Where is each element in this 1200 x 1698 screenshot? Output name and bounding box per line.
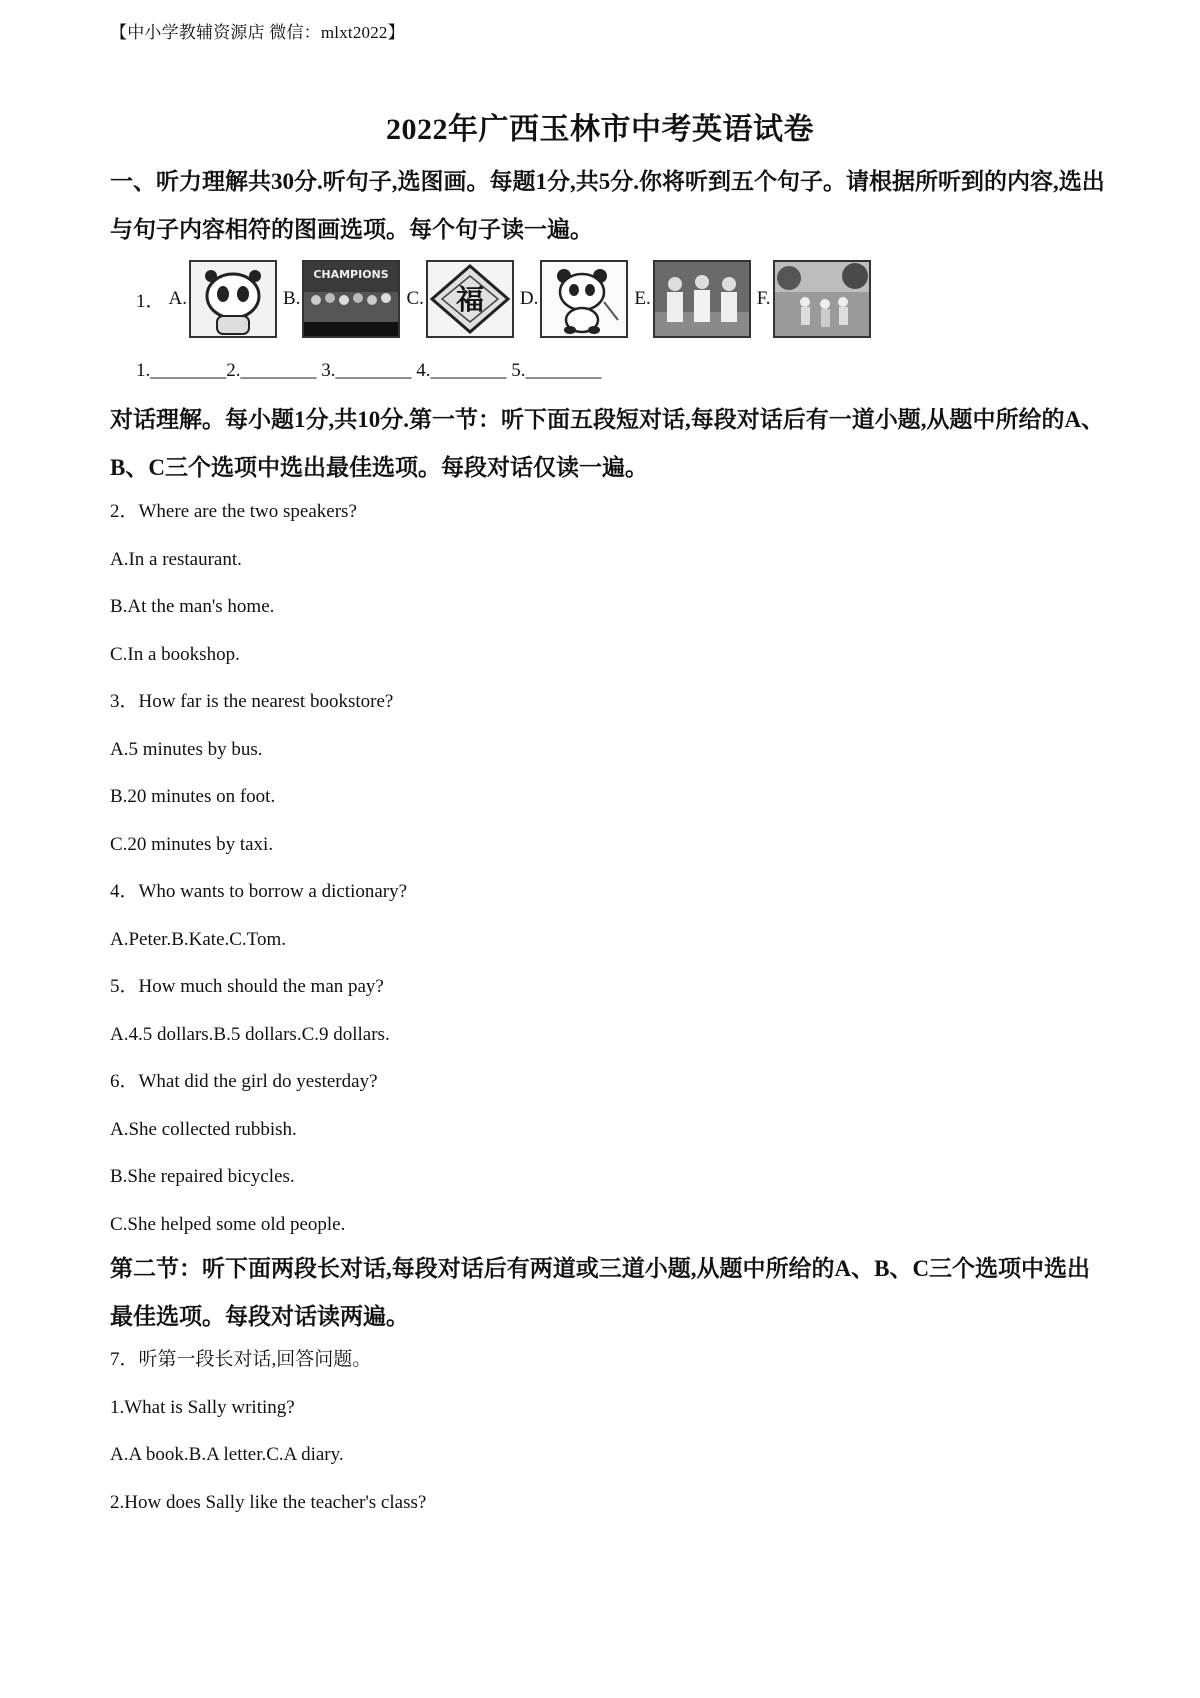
watermark-header: 【中小学教辅资源店 微信：mlxt2022】: [110, 23, 405, 42]
picture-label-d: D.: [519, 288, 539, 309]
picture-label-f: F.: [756, 288, 771, 309]
question-stem: 2.How does Sally like the teacher's class?: [110, 1492, 427, 1513]
answer-option: B.20 minutes on foot.: [110, 786, 276, 807]
picture-label-c: C.: [406, 288, 424, 309]
answer-option: B.At the man's home.: [110, 596, 275, 617]
answer-option: C.20 minutes by taxi.: [110, 834, 274, 855]
answer-option: B.She repaired bicycles.: [110, 1166, 295, 1187]
answer-option: C.In a bookshop.: [110, 644, 240, 665]
section3-heading: 第二节：听下面两段长对话,每段对话后有两道或三道小题,从题中所给的A、B、C三个选项中选出最佳选项。每段对话读两遍。: [110, 1256, 1091, 1329]
picture-label-e: E.: [634, 288, 651, 309]
page-title: 2022年广西玉林市中考英语试卷: [386, 113, 814, 146]
answer-blanks: 1.________2.________ 3.________ 4.________ 5.________: [136, 360, 602, 381]
answer-option: A.In a restaurant.: [110, 549, 242, 570]
champions-text: CHAMPIONS: [313, 268, 390, 281]
panda-mascot-icon: [189, 260, 277, 338]
fu-text: 福: [455, 283, 484, 316]
students-group-photo: [653, 260, 751, 338]
outdoor-activity-photo: [773, 260, 871, 338]
answer-option: A.She collected rubbish.: [110, 1119, 297, 1140]
picture-label-b: B.: [283, 288, 301, 309]
answer-option: C.She helped some old people.: [110, 1214, 346, 1235]
fu-character-icon: [426, 260, 514, 338]
question-stem: 6．What did the girl do yesterday?: [110, 1071, 378, 1092]
section2-heading: 对话理解。每小题1分,共10分.第一节：听下面五段短对话,每段对话后有一道小题,从题中所给的A、B、C三个选项中选出最佳选项。每段对话仅读一遍。: [110, 407, 1105, 480]
answer-option: A.5 minutes by bus.: [110, 739, 263, 760]
dialogue-intro: 7．听第一段长对话,回答问题。: [110, 1349, 372, 1370]
question-stem: 2．Where are the two speakers?: [110, 501, 357, 522]
question-stem: 1.What is Sally writing?: [110, 1397, 295, 1418]
champions-crowd-photo: [302, 260, 400, 338]
picture-options-row: [136, 258, 877, 340]
picture-label-a: A.: [168, 288, 187, 309]
answer-option: A.A book.B.A letter.C.A diary.: [110, 1444, 344, 1465]
question-number: 1．: [136, 290, 165, 312]
cartoon-panda-icon: [540, 260, 628, 338]
section1-heading: 一、听力理解共30分.听句子,选图画。每题1分,共5分.你将听到五个句子。请根据所听到的内容,选出与句子内容相符的图画选项。每个句子读一遍。: [110, 169, 1105, 242]
question-stem: 4．Who wants to borrow a dictionary?: [110, 881, 408, 902]
answer-option: A.Peter.B.Kate.C.Tom.: [110, 929, 286, 950]
question-stem: 3．How far is the nearest bookstore?: [110, 691, 394, 712]
answer-option: A.4.5 dollars.B.5 dollars.C.9 dollars.: [110, 1024, 390, 1045]
question-stem: 5．How much should the man pay?: [110, 976, 384, 997]
